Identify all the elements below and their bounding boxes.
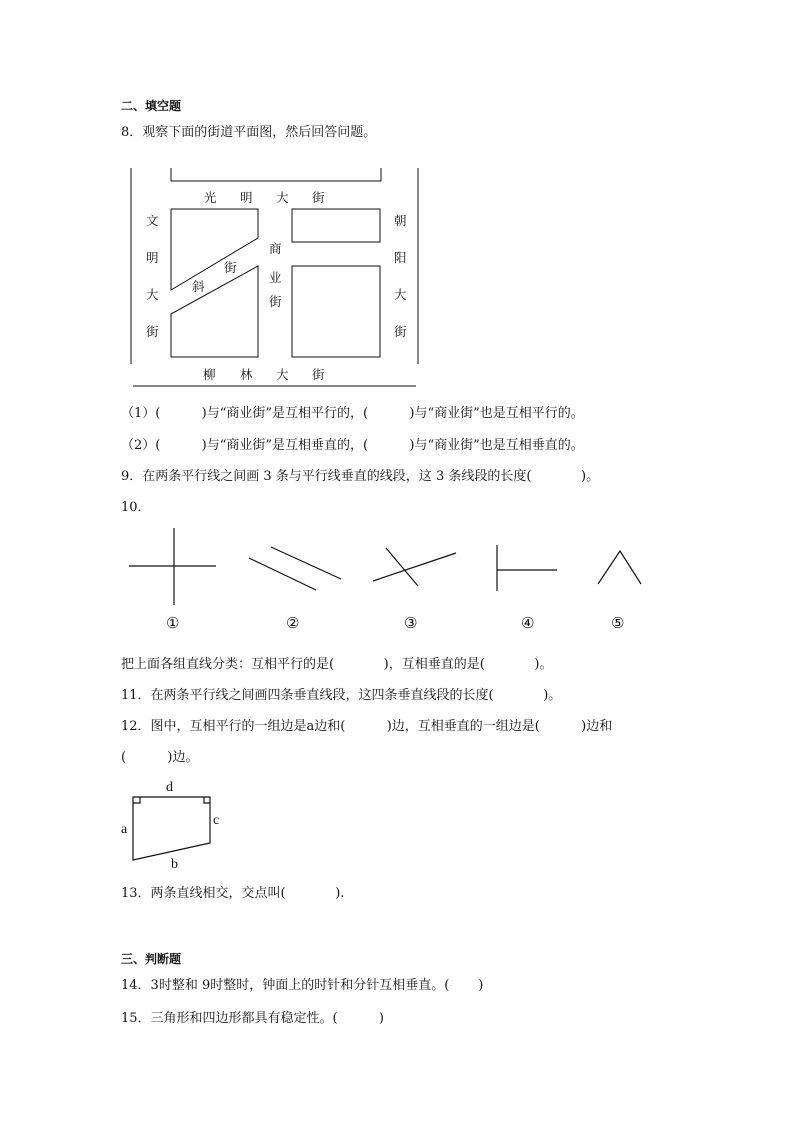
question-15: 15．三角形和四边形都具有稳定性。( )	[121, 1011, 385, 1026]
marker-1: ①	[166, 614, 180, 632]
question-12-line1: 12．图中，互相平行的一组边是a边和( )边，互相垂直的一组边是( )边和	[121, 719, 613, 734]
left-street-char: 文	[146, 213, 159, 228]
left-street-char: 大	[146, 287, 159, 302]
right-street-char: 街	[394, 324, 407, 339]
marker-5: ⑤	[611, 614, 625, 632]
bottom-street-char: 林	[240, 367, 253, 382]
section-title-judge: 三、判断题	[121, 952, 182, 966]
question-12-line2: ( )边。	[121, 750, 199, 765]
question-10-text: 把上面各组直线分类：互相平行的是( )，互相垂直的是( )。	[121, 657, 553, 672]
bottom-street-char: 街	[312, 367, 325, 382]
diagonal-street-char: 街	[224, 260, 237, 275]
question-8-stem: 8．观察下面的街道平面图，然后回答问题。	[121, 125, 377, 140]
question-13: 13．两条直线相交，交点叫( ).	[121, 886, 345, 901]
question-10-number: 10．	[121, 500, 151, 515]
diagonal-street-char: 斜	[192, 279, 205, 294]
side-label-d: d	[166, 780, 173, 795]
question-14: 14．3时整和 9时整时，钟面上的时针和分针互相垂直。( )	[121, 978, 484, 993]
right-street-char: 朝	[394, 213, 407, 228]
question-8-sub1: （1）( )与“商业街”是互相平行的，( )与“商业街”也是互相平行的。	[121, 406, 584, 421]
top-street-char: 大	[276, 190, 289, 205]
top-street-char: 街	[312, 190, 325, 205]
middle-street-char: 商	[269, 241, 282, 256]
marker-3: ③	[404, 614, 418, 632]
top-street-char: 光	[204, 190, 217, 205]
section-title-fill-blank: 二、填空题	[121, 99, 182, 113]
quadrilateral-shape	[133, 797, 210, 860]
question-11: 11．在两条平行线之间画四条垂直线段，这四条垂直线段的长度( )。	[121, 688, 562, 703]
bottom-street-char: 柳	[203, 367, 216, 382]
marker-2: ②	[286, 614, 300, 632]
side-label-a: a	[121, 822, 128, 837]
right-street-char: 阳	[394, 250, 407, 265]
middle-street-char: 业	[269, 270, 282, 285]
side-label-b: b	[171, 857, 178, 872]
right-street-char: 大	[394, 287, 407, 302]
bottom-street-char: 大	[276, 367, 289, 382]
left-street-char: 明	[146, 250, 159, 265]
left-street-char: 街	[146, 324, 159, 339]
top-street-char: 明	[240, 190, 253, 205]
right-angle-mark-right	[204, 797, 210, 803]
question-9: 9．在两条平行线之间画 3 条与平行线垂直的线段，这 3 条线段的长度( )。	[121, 469, 600, 484]
right-angle-mark-left	[133, 797, 140, 803]
middle-street-char: 街	[269, 294, 282, 309]
question-8-sub2: （2）( )与“商业街”是互相垂直的，( )与“商业街”也是互相垂直的。	[121, 438, 584, 453]
side-label-c: c	[213, 813, 220, 828]
marker-4: ④	[521, 614, 535, 632]
